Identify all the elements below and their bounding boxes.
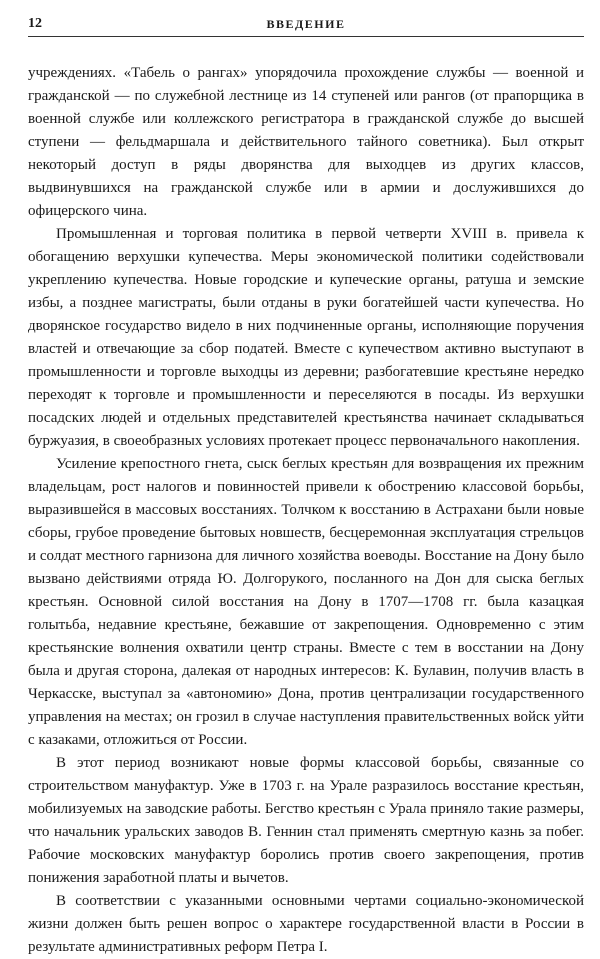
paragraph-class-struggle: Усиление крепостного гнета, сыск беглых крестьян для возвращения их прежним владельцам, рост налогов и повинностей привели к обострению классовой борьбы, выразившейся в массовых восстаниях. Толчком к восстанию в Астрахани были новые сборы, грубое проведение бытовых новшеств, бесцеремонная эксплуатация стрельцов и солдат местного гарнизона для личного хозяйства воеводы. Восстание на Дону было вызвано действиями отряда Ю. Долгорукого, посланного на Дон для сыска беглых крестьян. Основной силой восстания на Дону в 1707—1708 гг. была казацкая голытьба, недавние крестьяне, бежавшие от закрепощения. Одновременно с этим крестьянские волнения охватили центр страны. Вместе с тем в восстании на Дону была и другая сторона, далекая от народных интересов: К. Булавин, получив власть в Черкасске, выступал за «автономию» Дона, против централизации государственного управления на местах; он грозил в случае наступления правительственных войск уйти с казаками, отложиться от России. [28, 456, 584, 748]
page-number: 12 [28, 16, 42, 31]
body-text [28, 62, 584, 959]
page-header [28, 14, 584, 37]
paragraph-continuation: учреждениях. «Табель о рангах» упорядочила прохождение службы — военной и гражданской — по служебной лестнице из 14 ступеней или рангов (от прапорщика в военной службе или коллежского регистратора в гражданской службе до высшей ступени — фельдмаршала и действительного тайного советника). Был открыт некоторый доступ в ряды дворянства для выходцев из других классов, выдвинувшихся на гражданской службе или в армии и дослужившихся до офицерского чина. [28, 65, 584, 219]
paragraph-state-power: В соответствии с указанными основными чертами социально-экономической жизни должен быть решен вопрос о характере государственной власти в России в результате административных реформ Петра I. [28, 893, 584, 955]
paragraph-trade-policy: Промышленная и торговая политика в первой четверти XVIII в. привела к обогащению верхушки купечества. Меры экономической политики содействовали укреплению купечества. Новые городские и купеческие органы, ратуша и земские избы, а позднее магистраты, были отданы в руки богатейшей части купечества. Но дворянское государство видело в них подчиненные органы, исполняющие поручения властей и отвечающие за сбор податей. Вместе с купечеством активно выступают в промышленности и торговле выходцы из деревни; разбогатевшие крестьяне нередко переходят к торговле и промышленности и переселяются в посады. Из верхушки посадских людей и отдельных представителей крестьянства начинает складываться буржуазия, в своеобразных условиях протекает процесс первоначального накопления. [28, 226, 584, 449]
running-title: ВВЕДЕНИЕ [266, 17, 346, 31]
paragraph-manufactories: В этот период возникают новые формы классовой борьбы, связанные со строительством мануфактур. Уже в 1703 г. на Урале разразилось восстание крестьян, мобилизуемых на заводские работы. Бегство крестьян с Урала приняло такие размеры, что начальник уральских заводов В. Геннин стал применять смертную казнь за побег. Рабочие московских мануфактур боролись против своего закрепощения, против понижения заработной платы и вычетов. [28, 755, 584, 886]
